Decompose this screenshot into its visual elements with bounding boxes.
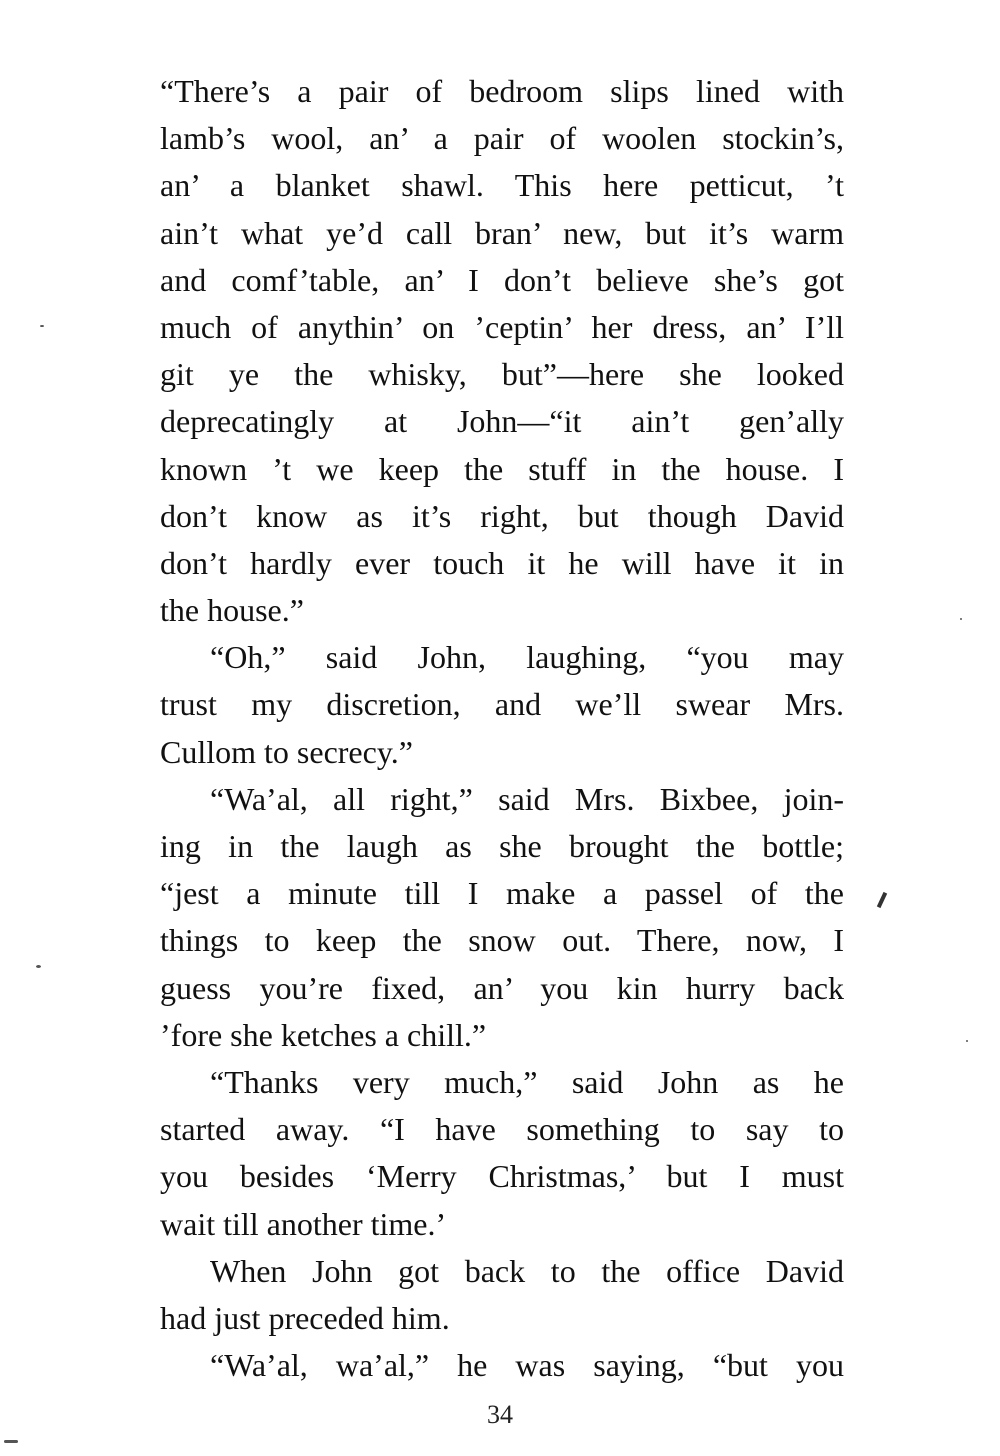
text-line: an’ a blanket shawl. This here petticut, ’t xyxy=(160,167,844,204)
text-line: git ye the whisky, but”—here she looked xyxy=(160,356,844,393)
text-line: When John got back to the office David xyxy=(210,1252,844,1289)
text-line: “Oh,” said John, laughing, “you may xyxy=(210,639,844,676)
text-line: wait till another time.’ xyxy=(160,1205,447,1242)
scan-speck xyxy=(966,1040,968,1042)
text-line: you besides ‘Merry Christmas,’ but I must xyxy=(160,1158,844,1195)
page-number: 34 xyxy=(487,1400,513,1429)
text-line: the house.” xyxy=(160,592,304,629)
text-line: “jest a minute till I make a passel of the xyxy=(160,875,844,912)
scan-speck xyxy=(36,965,41,968)
text-line: deprecatingly at John—“it ain’t gen’ally xyxy=(160,403,844,440)
text-line: “Wa’al, all right,” said Mrs. Bixbee, join- xyxy=(210,780,844,817)
text-line: ’fore she ketches a chill.” xyxy=(160,1016,487,1053)
text-line: had just preceded him. xyxy=(160,1299,450,1336)
text-line: “Wa’al, wa’al,” he was saying, “but you xyxy=(210,1347,844,1384)
text-line: ing in the laugh as she brought the bottle; xyxy=(160,828,844,864)
text-line: “Thanks very much,” said John as he xyxy=(210,1063,844,1100)
text-line: don’t know as it’s right, but though David xyxy=(160,497,844,534)
text-line: things to keep the snow out. There, now, I xyxy=(160,922,844,959)
text-line: started away. “I have something to say to xyxy=(160,1111,844,1148)
text-line: Cullom to secrecy.” xyxy=(160,733,413,770)
body-text xyxy=(160,68,844,1389)
text-line: don’t hardly ever touch it he will have it in xyxy=(160,544,844,581)
text-line: much of anythin’ on ’ceptin’ her dress, an’ I’ll xyxy=(160,308,844,345)
text-line: trust my discretion, and we’ll swear Mrs. xyxy=(160,686,844,723)
scan-speck xyxy=(960,618,962,620)
text-line: and comf’table, an’ I don’t believe she’s got xyxy=(160,261,844,298)
scan-speck xyxy=(4,1440,18,1443)
scan-mark xyxy=(877,892,887,908)
text-line: “There’s a pair of bedroom slips lined with xyxy=(160,73,844,109)
text-line: guess you’re fixed, an’ you kin hurry back xyxy=(160,969,844,1006)
scan-speck xyxy=(40,325,44,327)
text-line: lamb’s wool, an’ a pair of woolen stockin’s, xyxy=(160,120,844,157)
text-line: known ’t we keep the stuff in the house. I xyxy=(160,450,844,487)
text-line: ain’t what ye’d call bran’ new, but it’s warm xyxy=(160,214,844,251)
